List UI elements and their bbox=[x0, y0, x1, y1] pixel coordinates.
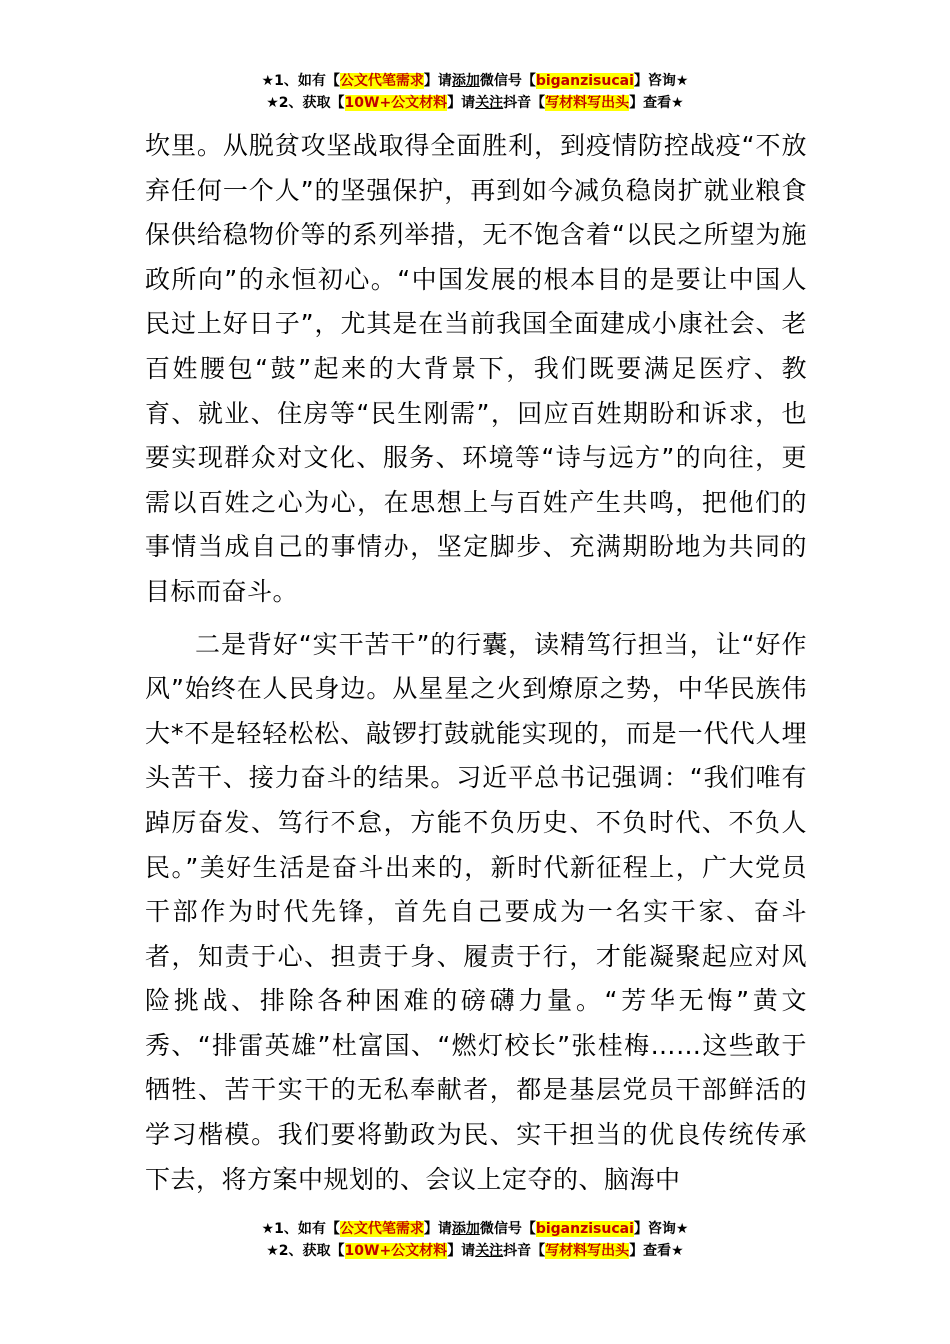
promo-line-2 bbox=[0, 92, 950, 114]
document-body bbox=[145, 124, 807, 1202]
promo-text: 微信号【 bbox=[479, 73, 536, 89]
promo-text: 】查看★ bbox=[629, 95, 684, 111]
promo-emphasis: 添加 bbox=[451, 1221, 480, 1237]
promo-line-2 bbox=[0, 1240, 950, 1262]
promo-text: 抖音【 bbox=[503, 95, 546, 111]
promo-text: 抖音【 bbox=[503, 1243, 546, 1259]
promo-text: 】请 bbox=[447, 95, 476, 111]
promo-text: 】请 bbox=[423, 73, 452, 89]
promo-highlight: 公文代笔需求 bbox=[339, 1221, 424, 1237]
promo-highlight: 10W+公文材料 bbox=[344, 1243, 448, 1259]
promo-text: 】查看★ bbox=[629, 1243, 684, 1259]
promo-text: ★1、如有【 bbox=[261, 1221, 340, 1237]
paragraph-1: 坎里。从脱贫攻坚战取得全面胜利，到疫情防控战疫“不放弃任何一个人”的坚强保护，再到如今减负稳岗扩就业粮食保供给稳物价等的系列举措，无不饱含着“以民之所望为施政所向”的永恒初心。“中国发展的根本目的是要让中国人民过上好日子”，尤其是在当前我国全面建成小康社会、老百姓腰包“鼓”起来的大背景下，我们既要满足医疗、教育、就业、住房等“民生刚需”，回应百姓期盼和诉求，也要实现群众对文化、服务、环境等“诗与远方”的向往，更需以百姓之心为心，在思想上与百姓产生共鸣，把他们的事情当成自己的事情办，坚定脚步、充满期盼地为共同的目标而奋斗。 bbox=[145, 131, 807, 606]
promo-line-1 bbox=[0, 70, 950, 92]
promo-text: ★2、获取【 bbox=[266, 95, 345, 111]
promo-emphasis: 关注 bbox=[475, 95, 504, 111]
promo-emphasis: 关注 bbox=[475, 1243, 504, 1259]
promo-wechat-id: biganzisucai bbox=[535, 1221, 634, 1237]
promo-text: ★1、如有【 bbox=[261, 73, 340, 89]
promo-text: ★2、获取【 bbox=[266, 1243, 345, 1259]
promo-highlight: 10W+公文材料 bbox=[344, 95, 448, 111]
promo-text: 】请 bbox=[423, 1221, 452, 1237]
promo-highlight: 公文代笔需求 bbox=[339, 73, 424, 89]
promo-text: 】咨询★ bbox=[633, 73, 689, 89]
promo-emphasis: 添加 bbox=[451, 73, 480, 89]
promo-text: 微信号【 bbox=[479, 1221, 536, 1237]
promo-line-1 bbox=[0, 1218, 950, 1240]
promo-highlight: 写材料写出头 bbox=[545, 1243, 630, 1259]
header-promo-banner bbox=[0, 70, 950, 114]
promo-highlight: 写材料写出头 bbox=[545, 95, 630, 111]
promo-text: 】咨询★ bbox=[633, 1221, 689, 1237]
paragraph-2: 二是背好“实干苦干”的行囊，读精笃行担当，让“好作风”始终在人民身边。从星星之火到燎原之势，中华民族伟大*不是轻轻松松、敲锣打鼓就能实现的，而是一代代人埋头苦干、接力奋斗的结果。习近平总书记强调：“我们唯有踔厉奋发、笃行不怠，方能不负历史、不负时代、不负人民。”美好生活是奋斗出来的，新时代新征程上，广大党员干部作为时代先锋，首先自己要成为一名实干家、奋斗者，知责于心、担责于身、履责于行，才能凝聚起应对风险挑战、排除各种困难的磅礴力量。“芳华无悔”黄文秀、“排雷英雄”杜富国、“燃灯校长”张桂梅……这些敢于牺牲、苦干实干的无私奉献者，都是基层党员干部鲜活的学习楷模。我们要将勤政为民、实干担当的优良传统传承下去，将方案中规划的、会议上定夺的、脑海中 bbox=[145, 629, 807, 1194]
promo-text: 】请 bbox=[447, 1243, 476, 1259]
promo-wechat-id: biganzisucai bbox=[535, 73, 634, 89]
footer-promo-banner bbox=[0, 1218, 950, 1262]
